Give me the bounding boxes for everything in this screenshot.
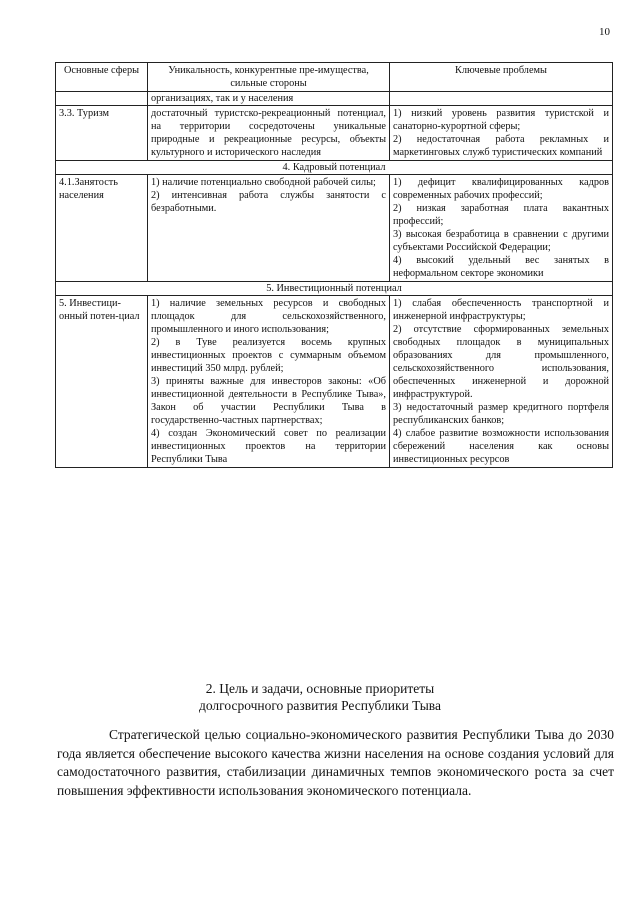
page-number: 10: [599, 26, 610, 38]
list-item: 2) низкая заработная плата вакантных профессий;: [393, 203, 609, 227]
problems-investment: [390, 296, 613, 468]
header-strengths: Уникальность, конкурентные пре-имущества, сильные стороны: [148, 63, 390, 92]
list-item: 3) высокая безработица в сравнении с другими субъектами Российской Федерации;: [393, 229, 609, 253]
strengths-investment: [148, 296, 390, 468]
sphere-investment: 5. Инвестици-онный потен-циал: [56, 296, 148, 468]
problems-employment: [390, 175, 613, 282]
header-spheres: Основные сферы: [56, 63, 148, 92]
table-row-investment: [56, 296, 613, 468]
header-problems: Ключевые проблемы: [390, 63, 613, 92]
list-item: 1) дефицит квалифицированных кадров современных рабочих профессий;: [393, 177, 609, 201]
sphere-employment: 4.1.Занятость населения: [56, 175, 148, 282]
strengths-employment: [148, 175, 390, 282]
list-item: 1) низкий уровень развития туристской и санаторно-курортной сферы;: [393, 108, 609, 132]
list-item: 2) отсутствие сформированных земельных свободных площадок в муниципальных образованиях для промышленного, сельскохозяйственного использования, обеспеченных инженерной и дорожной инфраструктурой.: [393, 324, 609, 400]
list-item: 2) интенсивная работа службы занятости с безработными.: [151, 190, 386, 214]
strategy-table: [55, 62, 613, 468]
list-item: 1) слабая обеспеченность транспортной и инженерной инфраструктуры;: [393, 298, 609, 322]
section-row: [56, 282, 613, 296]
continuation-cell: организациях, так и у населения: [148, 92, 390, 106]
sphere-tourism: 3.3. Туризм: [56, 106, 148, 161]
table-row-tourism: [56, 106, 613, 161]
heading-line-1: 2. Цель и задачи, основные приоритеты: [205, 681, 435, 696]
strengths-tourism: достаточный туристско-рекреационный потенциал, на территории сосредоточены уникальные природные и рекреационные ресурсы, объекты культурного и исторического наследия: [148, 106, 390, 161]
list-item: 4) слабое развитие возможности использования сбережений населения как основы инвестиционных ресурсов: [393, 428, 609, 465]
table-row-employment: [56, 175, 613, 282]
list-item: 2) в Туве реализуется восемь крупных инвестиционных проектов с суммарным объемом инвестиций 350 млрд. рублей;: [151, 337, 386, 374]
section-title-investment: 5. Инвестиционный потенциал: [56, 282, 613, 296]
list-item: 3) приняты важные для инвесторов законы: «Об инвестиционной деятельности в Республике Тыва», Закон об участии Республики Тыва в государственно-частных партнерствах;: [151, 376, 386, 426]
list-item: 4) создан Экономический совет по реализации инвестиционных проектов на территории Республики Тыва: [151, 428, 386, 465]
section-heading: [0, 680, 640, 714]
list-item: 1) наличие потенциально свободной рабочей силы;: [151, 177, 376, 188]
section-row: [56, 161, 613, 175]
problems-tourism: [390, 106, 613, 161]
list-item: 1) наличие земельных ресурсов и свободных площадок для сельскохозяйственного, промышленного и иного использования;: [151, 298, 386, 335]
table-row: [56, 92, 613, 106]
list-item: 4) высокий удельный вес занятых в неформальном секторе экономики: [393, 255, 609, 279]
list-item: 3) недостаточный размер кредитного портфеля республиканских банков;: [393, 402, 609, 426]
list-item: 2) недостаточная работа рекламных и маркетинговых служб туристических компаний: [393, 134, 609, 158]
heading-line-2: долгосрочного развития Республики Тыва: [198, 698, 441, 713]
section-title-personnel: 4. Кадровый потенциал: [56, 161, 613, 175]
table-header-row: [56, 63, 613, 92]
strategy-paragraph: Стратегической целью социально-экономического развития Республики Тыва до 2030 года является обеспечение высокого качества жизни населения на основе создания условий для самодостаточного развития, стабилизации динамичных темпов экономического роста за счет повышения эффективности использования экономического потенциала.: [57, 727, 614, 798]
